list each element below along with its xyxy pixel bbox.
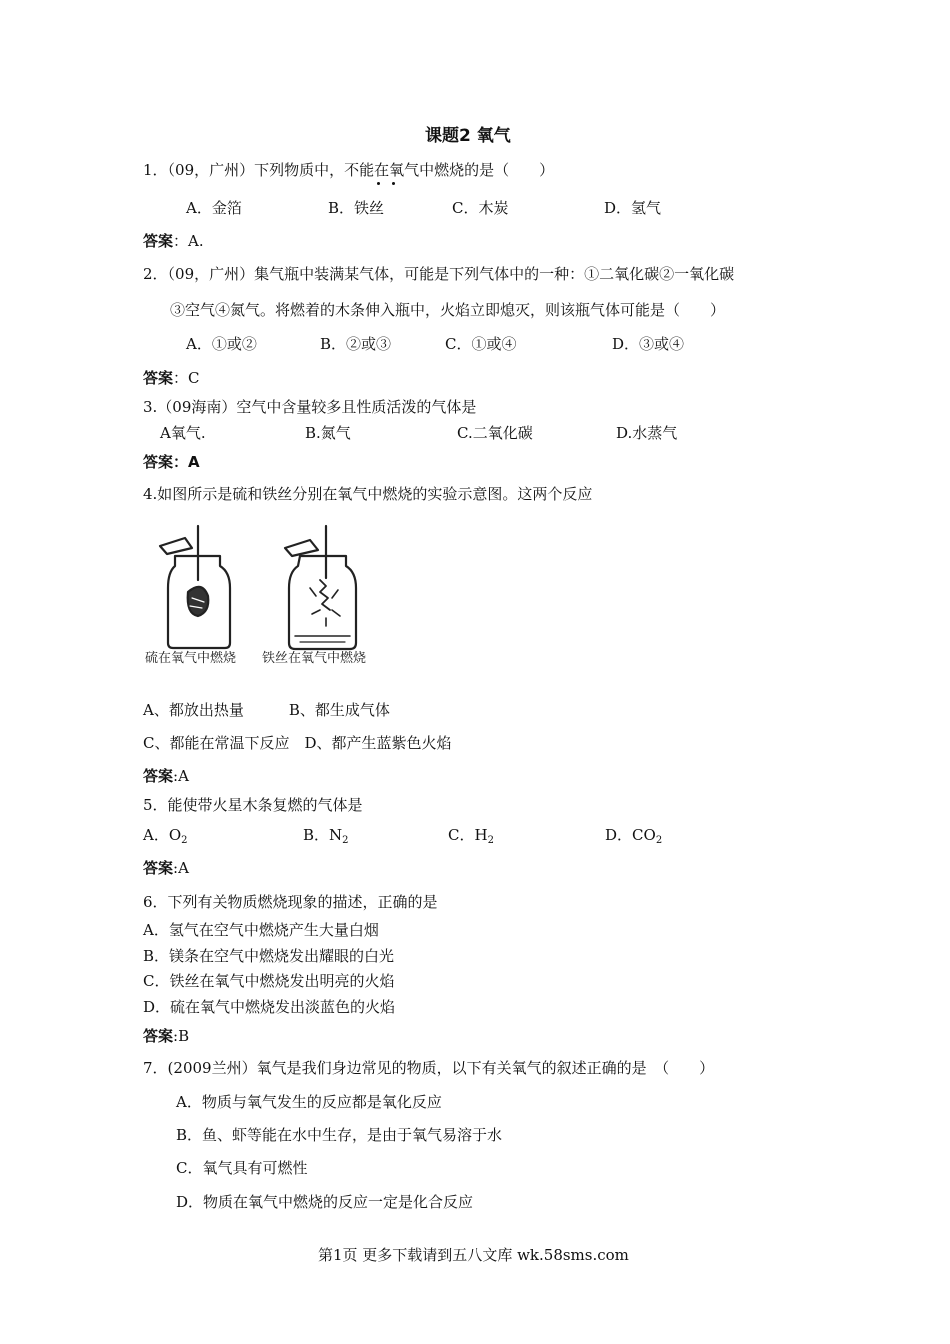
page-footer: 第1页 更多下载请到五八文库 wk.58sms.com: [318, 1246, 629, 1264]
q2-option-b: B．②或③: [320, 335, 392, 353]
q7-option-b: B．鱼、虾等能在水中生存，是由于氧气易溶于水: [176, 1126, 503, 1144]
q2-answer: [143, 368, 200, 388]
q6-option-a: A．氢气在空气中燃烧产生大量白烟: [143, 921, 379, 939]
caption-left: 硫在氧气中燃烧: [145, 651, 237, 666]
subscript: 2: [487, 835, 494, 846]
q3-answer: 答案：A: [143, 453, 200, 471]
q2-stem-line1: 2．（09，广州）集气瓶中装满某气体，可能是下列气体中的一种：①二氧化碳②一氧化碳: [143, 265, 735, 283]
subscript: 2: [181, 835, 188, 846]
q3-option-b: B.氮气: [305, 424, 351, 442]
q5-option-b-text: B．N: [303, 826, 343, 844]
experiment-figure: [140, 518, 390, 668]
q5-option-d-text: D．CO: [605, 826, 656, 844]
q3-option-d: D.水蒸气: [616, 424, 678, 442]
q3-option-a: A氧气.: [160, 424, 206, 442]
q5-option-c: [448, 825, 494, 845]
q6-option-c: C．铁丝在氧气中燃烧发出明亮的火焰: [143, 972, 395, 990]
experiment-diagram: [140, 518, 390, 668]
q7-option-a: A．物质与氧气发生的反应都是氧化反应: [176, 1093, 442, 1111]
q2-stem-line2: ③空气④氮气。将燃着的木条伸入瓶中，火焰立即熄灭，则该瓶气体可能是（ ）: [170, 301, 726, 319]
emphasis-dot: [392, 182, 395, 185]
q5-option-d: [605, 825, 662, 845]
q5-answer: [143, 858, 189, 878]
glass-plate-left: [160, 538, 192, 554]
answer-label: 答案: [143, 767, 174, 785]
q4-stem: 4.如图所示是硫和铁丝分别在氧气中燃烧的实验示意图。这两个反应: [143, 485, 593, 503]
q1-stem-pre: 1．（09，广州）下列物质中，: [143, 161, 345, 179]
answer-value: :A: [173, 859, 189, 877]
page-title: 课题2 氧气: [425, 126, 511, 146]
q3-stem: 3.（09海南）空气中含量较多且性质活泼的气体是: [143, 398, 477, 416]
q6-option-d: D．硫在氧气中燃烧发出淡蓝色的火焰: [143, 998, 396, 1016]
q1-stem: [143, 160, 554, 180]
answer-value: :A: [173, 767, 189, 785]
q4-options-cd: C、都能在常温下反应 D、都产生蓝紫色火焰: [143, 734, 452, 752]
iron-wire-coil: [320, 580, 330, 610]
answer-label: 答案: [143, 232, 174, 250]
q2-option-a: A．①或②: [186, 335, 257, 353]
q7-stem: 7．(2009兰州）氧气是我们身边常见的物质，以下有关氧气的叙述正确的是 （ ）: [143, 1059, 715, 1077]
q1-answer: [143, 231, 204, 251]
q6-stem: 6．下列有关物质燃烧现象的描述，正确的是: [143, 893, 438, 911]
q5-option-a-text: A．O: [143, 826, 182, 844]
q1-option-a: A．金箔: [186, 199, 242, 217]
q5-stem: 5．能使带火星木条复燃的气体是: [143, 796, 363, 814]
q1-option-b: B．铁丝: [328, 199, 385, 217]
q1-stem-post: 在氧气中燃烧的是（ ）: [374, 161, 555, 179]
q5-option-a: [143, 825, 188, 845]
q3-option-c: C.二氧化碳: [457, 424, 533, 442]
sulfur-flame: [188, 587, 209, 616]
q6-option-b: B．镁条在空气中燃烧发出耀眼的白光: [143, 947, 395, 965]
q4-options-ab: A、都放出热量 B、都生成气体: [143, 701, 390, 719]
q1-stem-emphasis: 不能: [344, 161, 375, 179]
q1-option-d: D．氢气: [604, 199, 662, 217]
q5-option-b: [303, 825, 349, 845]
q4-answer: [143, 766, 189, 786]
subscript: 2: [342, 835, 349, 846]
q2-option-d: D．③或④: [612, 335, 685, 353]
answer-label: 答案: [143, 859, 174, 877]
q1-option-c: C．木炭: [452, 199, 509, 217]
answer-label: 答案: [143, 1027, 174, 1045]
q6-answer: [143, 1026, 189, 1046]
glass-plate-right: [285, 540, 318, 556]
subscript: 2: [655, 835, 663, 846]
caption-right: 铁丝在氧气中燃烧: [262, 651, 367, 666]
answer-value: ：A.: [173, 232, 204, 250]
q7-option-c: C．氧气具有可燃性: [176, 1159, 308, 1177]
emphasis-dot: [377, 182, 380, 185]
answer-label: 答案: [143, 369, 174, 387]
answer-value: :B: [173, 1027, 190, 1045]
answer-value: ：C: [173, 369, 200, 387]
q5-option-c-text: C．H: [448, 826, 488, 844]
q2-option-c: C．①或④: [445, 335, 517, 353]
q7-option-d: D．物质在氧气中燃烧的反应一定是化合反应: [176, 1193, 474, 1211]
